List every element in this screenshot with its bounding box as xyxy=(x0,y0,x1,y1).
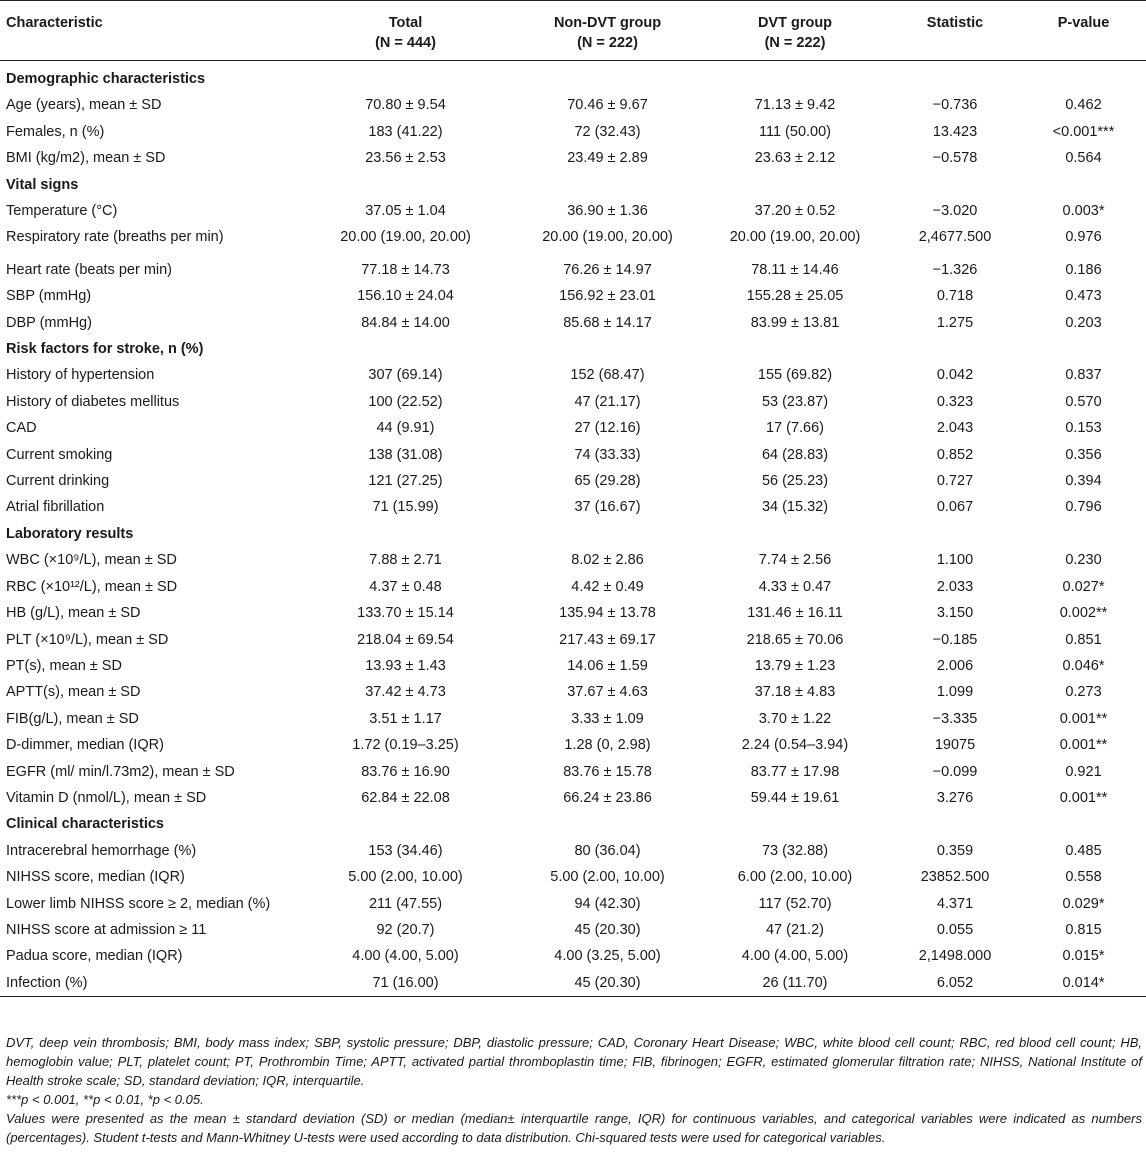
table-cell: 7.74 ± 2.56 xyxy=(758,552,832,569)
table-cell: 4.00 (4.00, 5.00) xyxy=(352,948,459,965)
header-cell: DVT group (N = 222) xyxy=(701,1,889,61)
row-label: APTT(s), mean ± SD xyxy=(6,684,141,701)
table-cell: 211 (47.55) xyxy=(368,895,443,912)
row-label: EGFR (ml/ min/l.73m2), mean ± SD xyxy=(6,763,235,780)
table-row xyxy=(0,943,1146,969)
table-cell: 0.815 xyxy=(1065,921,1102,938)
table-cell: 47 (21.17) xyxy=(574,393,641,410)
table-cell: 84.84 ± 14.00 xyxy=(361,314,450,331)
row-label: HB (g/L), mean ± SD xyxy=(6,605,141,622)
table-cell: 71.13 ± 9.42 xyxy=(754,97,836,114)
row-label: Age (years), mean ± SD xyxy=(6,97,162,114)
table-cell: 4.33 ± 0.47 xyxy=(758,578,832,595)
table-cell: 0.203 xyxy=(1065,314,1102,331)
table-cell: 121 (27.25) xyxy=(368,473,443,490)
table-row xyxy=(0,494,1146,520)
row-label: Current smoking xyxy=(6,446,113,463)
row-label: Atrial fibrillation xyxy=(6,499,105,516)
table-cell: 80 (36.04) xyxy=(574,842,641,859)
header-cell: Statistic xyxy=(889,1,1021,61)
table-cell: 2.033 xyxy=(936,578,974,595)
header-cell: Characteristic xyxy=(0,1,297,61)
table-cell: 0.976 xyxy=(1065,229,1102,246)
table-row xyxy=(0,310,1146,336)
row-label: D-dimmer, median (IQR) xyxy=(6,737,164,754)
table-cell: 153 (34.46) xyxy=(368,842,443,859)
table-cell: −0.185 xyxy=(932,631,978,648)
table-cell: 0.564 xyxy=(1065,150,1102,167)
section-row xyxy=(0,811,1146,837)
table-cell: 1.72 (0.19–3.25) xyxy=(352,737,459,754)
table-cell: 0.718 xyxy=(936,288,974,305)
section-title: Vital signs xyxy=(6,176,79,193)
section-title: Demographic characteristics xyxy=(6,71,206,87)
table-cell: 0.394 xyxy=(1065,473,1102,490)
table-cell: 111 (50.00) xyxy=(758,123,831,140)
table-row xyxy=(0,600,1146,626)
table-cell: 36.90 ± 1.36 xyxy=(567,203,648,220)
table-row xyxy=(0,145,1146,171)
table-row xyxy=(0,257,1146,283)
row-label: PLT (×10⁹/L), mean ± SD xyxy=(6,631,169,648)
table-row xyxy=(0,362,1146,388)
table-cell: 5.00 (2.00, 10.00) xyxy=(550,869,665,886)
table-header-row xyxy=(0,1,1146,61)
table-cell: 23.63 ± 2.12 xyxy=(754,150,836,167)
table-row xyxy=(0,838,1146,864)
table-cell: 156.10 ± 24.04 xyxy=(357,288,454,305)
table-cell: 37.42 ± 4.73 xyxy=(365,684,446,701)
table-cell: 0.851 xyxy=(1065,631,1102,648)
table-cell: 56 (25.23) xyxy=(761,473,829,490)
table-cell: 26 (11.70) xyxy=(701,970,889,997)
row-label: Current drinking xyxy=(6,473,110,490)
table-cell: 45 (20.30) xyxy=(514,970,701,997)
table-cell: 0.485 xyxy=(1065,842,1102,859)
table-cell: 6.052 xyxy=(889,970,1021,997)
table-row xyxy=(0,785,1146,811)
footnote-methods: Values were presented as the mean ± standard deviation (SD) or median (median± interquartile range, IQR) for continuous variables, and categorical variables were indicated as numbers (percentages). Student t-tests and Mann-Whitney U-tests were used according to data distribution. Chi-squared tests were used for categorical variables. xyxy=(6,1111,1142,1145)
table-cell: 218.04 ± 69.54 xyxy=(357,631,454,648)
table-row xyxy=(0,119,1146,145)
table-cell: 3.276 xyxy=(936,789,974,806)
table-row xyxy=(0,759,1146,785)
table-cell: 0.027* xyxy=(1062,578,1105,595)
section-title: Risk factors for stroke, n (%) xyxy=(6,341,204,358)
table-cell: 0.356 xyxy=(1065,446,1102,463)
table-cell: 1.28 (0, 2.98) xyxy=(564,737,651,754)
table-cell: 0.186 xyxy=(1065,261,1102,278)
table-cell: 0.042 xyxy=(936,367,974,384)
table-cell: 0.153 xyxy=(1065,420,1102,437)
table-cell: 155 (69.82) xyxy=(757,367,833,384)
table-cell: 0.002** xyxy=(1059,605,1108,622)
table-cell: 47 (21.2) xyxy=(765,921,825,938)
table-cell: 85.68 ± 14.17 xyxy=(563,314,652,331)
row-label: Infection (%) xyxy=(0,970,297,997)
section-row xyxy=(0,61,1146,93)
table-cell: 76.26 ± 14.97 xyxy=(563,261,652,278)
table-cell: 2.24 (0.54–3.94) xyxy=(741,737,849,754)
table-row xyxy=(0,415,1146,441)
table-cell: 0.727 xyxy=(936,473,974,490)
table-cell: 0.273 xyxy=(1065,684,1102,701)
table-cell: 0.359 xyxy=(936,842,974,859)
table-cell: 138 (31.08) xyxy=(368,446,443,463)
table-row xyxy=(0,732,1146,758)
table-cell: 0.015* xyxy=(1062,948,1105,965)
table-cell: 94 (42.30) xyxy=(574,895,641,912)
table-cell: 66.24 ± 23.86 xyxy=(563,789,652,806)
table-cell: 83.99 ± 13.81 xyxy=(750,314,840,331)
row-label: Lower limb NIHSS score ≥ 2, median (%) xyxy=(6,895,271,912)
table-cell: 65 (29.28) xyxy=(574,473,641,490)
table-cell: 0.001** xyxy=(1059,737,1108,754)
table-cell: 100 (22.52) xyxy=(368,393,443,410)
table-cell: 2.006 xyxy=(936,657,974,674)
table-cell: 37.05 ± 1.04 xyxy=(365,203,446,220)
table-row xyxy=(0,653,1146,679)
table-row xyxy=(0,198,1146,224)
table-cell: 0.067 xyxy=(936,499,974,516)
table-cell: 2.043 xyxy=(936,420,974,437)
section-row xyxy=(0,172,1146,198)
table-cell: 71 (16.00) xyxy=(297,970,514,997)
row-label: NIHSS score at admission ≥ 11 xyxy=(6,921,207,938)
table-cell: 83.76 ± 15.78 xyxy=(563,763,652,780)
table-cell: 74 (33.33) xyxy=(574,446,641,463)
table-cell: 4.00 (3.25, 5.00) xyxy=(554,948,661,965)
table-cell: 117 (52.70) xyxy=(758,895,832,912)
row-label: Intracerebral hemorrhage (%) xyxy=(6,842,197,859)
table-cell: 37.20 ± 0.52 xyxy=(754,203,836,220)
table-cell: 8.02 ± 2.86 xyxy=(571,552,644,569)
table-row xyxy=(0,627,1146,653)
table-cell: 217.43 ± 69.17 xyxy=(559,631,656,648)
table-cell: 0.837 xyxy=(1065,367,1102,384)
table-cell: 1.100 xyxy=(936,552,974,569)
row-label: FIB(g/L), mean ± SD xyxy=(6,710,139,727)
row-label: Vitamin D (nmol/L), mean ± SD xyxy=(6,789,207,806)
row-label: WBC (×10⁹/L), mean ± SD xyxy=(6,552,177,569)
row-label: Females, n (%) xyxy=(6,123,105,140)
table-cell: 4.371 xyxy=(936,895,974,912)
table-cell: 131.46 ± 16.11 xyxy=(747,605,843,622)
table-cell: 2,1498.000 xyxy=(918,948,992,965)
table-footnotes xyxy=(6,1033,1142,1147)
row-label: SBP (mmHg) xyxy=(6,288,92,305)
table-cell: 183 (41.22) xyxy=(368,123,443,140)
table-cell: 7.88 ± 2.71 xyxy=(369,552,442,569)
table-row xyxy=(0,547,1146,573)
table-cell: 0.323 xyxy=(936,393,974,410)
table-cell: 152 (68.47) xyxy=(570,367,645,384)
table-cell: 0.029* xyxy=(1062,895,1105,912)
table-body xyxy=(0,61,1146,997)
table-row xyxy=(0,224,1146,256)
table-cell: 83.76 ± 16.90 xyxy=(361,763,450,780)
row-label: History of diabetes mellitus xyxy=(6,393,180,410)
table-cell: 23.49 ± 2.89 xyxy=(567,150,648,167)
table-cell: 83.77 ± 17.98 xyxy=(750,763,840,780)
table-row xyxy=(0,679,1146,705)
table-cell: 3.51 ± 1.17 xyxy=(369,710,442,727)
row-label: Heart rate (beats per min) xyxy=(6,261,173,278)
table-cell: 1.099 xyxy=(936,684,974,701)
row-label: NIHSS score, median (IQR) xyxy=(6,869,185,886)
table-row xyxy=(0,283,1146,309)
table-cell: 72 (32.43) xyxy=(574,123,641,140)
table-row xyxy=(0,92,1146,118)
table-row xyxy=(0,970,1146,997)
table-cell: −0.736 xyxy=(932,97,978,114)
table-cell: 4.37 ± 0.48 xyxy=(369,578,442,595)
table-cell: 37.18 ± 4.83 xyxy=(754,684,836,701)
table-row xyxy=(0,442,1146,468)
table-cell: 6.00 (2.00, 10.00) xyxy=(737,869,853,886)
table-cell: 23852.500 xyxy=(920,869,990,886)
table-cell: 78.11 ± 14.46 xyxy=(751,261,839,278)
row-label: PT(s), mean ± SD xyxy=(6,657,122,674)
table-cell: 13.93 ± 1.43 xyxy=(365,657,446,674)
table-cell: −1.326 xyxy=(932,261,978,278)
table-cell: 0.001** xyxy=(1059,710,1108,727)
row-label: History of hypertension xyxy=(6,367,155,384)
table-row xyxy=(0,706,1146,732)
row-label: CAD xyxy=(6,420,37,437)
table-cell: 37.67 ± 4.63 xyxy=(567,684,648,701)
table-cell: 133.70 ± 15.14 xyxy=(357,605,454,622)
table-cell: 70.46 ± 9.67 xyxy=(567,97,648,114)
table-cell: 13.423 xyxy=(932,123,978,140)
table-cell: 34 (15.32) xyxy=(761,499,829,516)
row-label: Temperature (°C) xyxy=(6,203,118,220)
table-cell: 156.92 ± 23.01 xyxy=(559,288,656,305)
table-cell: 19075 xyxy=(934,737,976,754)
section-title: Clinical characteristics xyxy=(6,816,164,833)
table-cell: 4.00 (4.00, 5.00) xyxy=(741,948,849,965)
table-cell: 0.852 xyxy=(936,446,974,463)
row-label: DBP (mmHg) xyxy=(6,314,92,331)
table-cell: 0.046* xyxy=(1062,657,1105,674)
table-row xyxy=(0,574,1146,600)
table-cell: 0.003* xyxy=(1062,203,1105,220)
footnote-abbreviations: DVT, deep vein thrombosis; BMI, body mass index; SBP, systolic pressure; DBP, diastolic pressure; CAD, Coronary Heart Disease; WBC, white blood cell count; RBC, red blood cell count; HB, hemoglobin value; PLT, platelet count; PT, Prothrombin Time; APTT, activated partial thromboplastin time; FIB, fibrinogen; EGFR, estimated glomerular filtration rate; NIHSS, National Institute of Health stroke scale; SD, standard deviation; IQR, interquartile. xyxy=(6,1035,1142,1088)
table-cell: 0.921 xyxy=(1065,763,1102,780)
section-row xyxy=(0,521,1146,547)
table-cell: 53 (23.87) xyxy=(761,393,829,410)
table-cell: 77.18 ± 14.73 xyxy=(361,261,450,278)
table-cell: 14.06 ± 1.59 xyxy=(567,657,648,674)
table-row xyxy=(0,864,1146,890)
table-cell: 0.014* xyxy=(1021,970,1146,997)
table-cell: 0.055 xyxy=(936,921,974,938)
table-cell: 0.001** xyxy=(1059,789,1108,806)
header-cell: Non-DVT group (N = 222) xyxy=(514,1,701,61)
header-cell: P-value xyxy=(1021,1,1146,61)
section-row xyxy=(0,336,1146,362)
table-cell: 0.473 xyxy=(1065,288,1102,305)
header-cell: Total (N = 444) xyxy=(297,1,514,61)
table-cell: 218.65 ± 70.06 xyxy=(746,631,844,648)
row-label: Padua score, median (IQR) xyxy=(6,948,183,965)
table-cell: 23.56 ± 2.53 xyxy=(365,150,446,167)
table-row xyxy=(0,389,1146,415)
table-cell: 3.150 xyxy=(936,605,974,622)
table-cell: 3.70 ± 1.22 xyxy=(758,710,832,727)
table-cell: 0.230 xyxy=(1065,552,1102,569)
table-cell: 20.00 (19.00, 20.00) xyxy=(340,229,471,246)
footnote-significance: ***p < 0.001, **p < 0.01, *p < 0.05. xyxy=(6,1092,204,1107)
table-cell: 45 (20.30) xyxy=(574,921,641,938)
table-cell: 1.275 xyxy=(936,314,974,331)
table-cell: 155.28 ± 25.05 xyxy=(746,288,844,305)
table-cell: −3.020 xyxy=(932,203,978,220)
table-cell: 73 (32.88) xyxy=(761,842,829,859)
table-cell: 5.00 (2.00, 10.00) xyxy=(348,869,463,886)
table-cell: 3.33 ± 1.09 xyxy=(571,710,644,727)
table-cell: 13.79 ± 1.23 xyxy=(754,657,836,674)
table-cell: 92 (20.7) xyxy=(376,921,435,938)
table-cell: 71 (15.99) xyxy=(372,499,439,516)
table-cell: −0.099 xyxy=(932,763,978,780)
table-cell: 17 (7.66) xyxy=(765,420,825,437)
table-cell: 0.570 xyxy=(1065,393,1102,410)
table-cell: 64 (28.83) xyxy=(761,446,829,463)
table-cell: 0.796 xyxy=(1065,499,1102,516)
table-cell: 135.94 ± 13.78 xyxy=(559,605,656,622)
table-cell: <0.001*** xyxy=(1052,123,1115,140)
table-cell: 70.80 ± 9.54 xyxy=(365,97,446,114)
table-cell: 2,4677.500 xyxy=(918,229,992,246)
table-cell: −3.335 xyxy=(932,710,978,727)
table-row xyxy=(0,917,1146,943)
table-cell: 0.462 xyxy=(1065,97,1102,114)
row-label: Respiratory rate (breaths per min) xyxy=(6,229,224,246)
table-cell: 44 (9.91) xyxy=(376,420,435,437)
table-cell: 20.00 (19.00, 20.00) xyxy=(729,229,861,246)
row-label: BMI (kg/m2), mean ± SD xyxy=(6,150,166,167)
table-cell: 27 (12.16) xyxy=(574,420,641,437)
table-cell: 307 (69.14) xyxy=(368,367,443,384)
table-row xyxy=(0,468,1146,494)
table-row xyxy=(0,891,1146,917)
row-label: RBC (×10¹²/L), mean ± SD xyxy=(6,578,178,595)
table-cell: −0.578 xyxy=(932,150,978,167)
section-title: Laboratory results xyxy=(6,525,134,542)
table-cell: 37 (16.67) xyxy=(574,499,641,516)
table-cell: 20.00 (19.00, 20.00) xyxy=(542,229,673,246)
table-cell: 4.42 ± 0.49 xyxy=(571,578,644,595)
table-cell: 0.558 xyxy=(1065,869,1102,886)
table-cell: 62.84 ± 22.08 xyxy=(361,789,450,806)
table-cell: 59.44 ± 19.61 xyxy=(750,789,840,806)
